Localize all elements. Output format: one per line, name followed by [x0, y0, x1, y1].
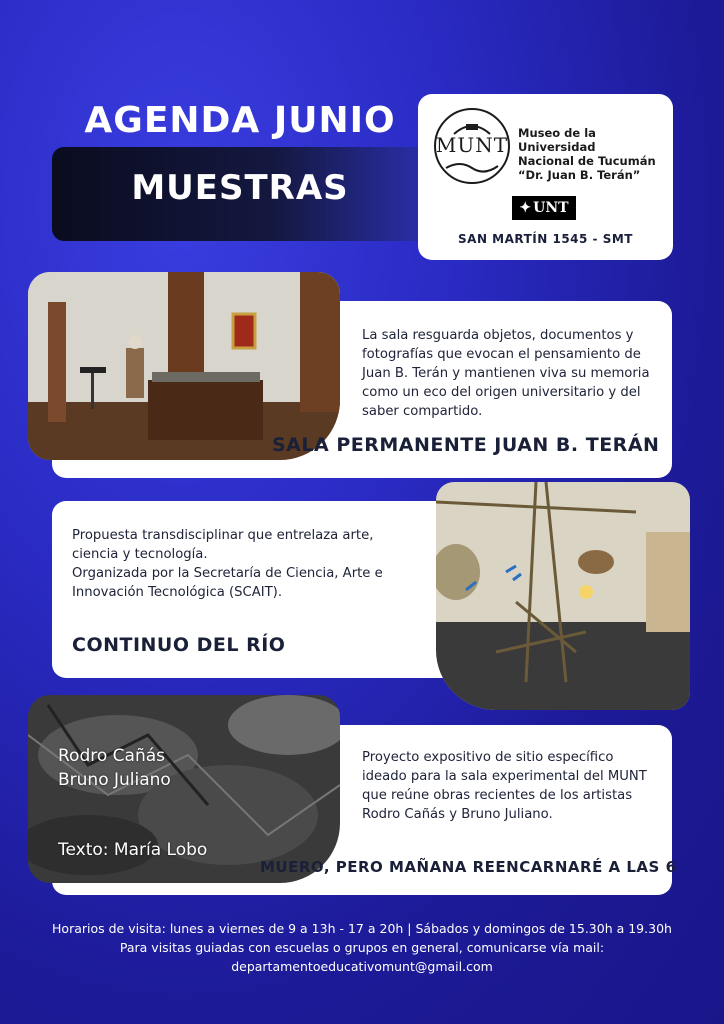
star-icon: ✦ [519, 200, 532, 216]
contact-email[interactable]: departamentoeducativomunt@gmail.com [231, 959, 493, 974]
munt-wave-icon [444, 158, 500, 174]
exhibit-2-heading: CONTINUO DEL RÍO [72, 634, 286, 656]
exhibit-3-overlay-artist1: Rodro Cañás [58, 746, 165, 766]
exhibit-3-description: Proyecto expositivo de sitio específico ideado para la sala experimental del MUNT que reúne obras recientes de los artistas Rodro Cañás y Bruno Juliano. [362, 750, 647, 822]
page-title: AGENDA JUNIO [84, 100, 396, 141]
unt-label: UNT [533, 200, 569, 216]
visit-hours: Horarios de visita: lunes a viernes de 9 a 13h - 17 a 20h | Sábados y domingos de 15.30h a 19.30h [52, 921, 672, 936]
museum-address: SAN MARTÍN 1545 - SMT [458, 232, 633, 246]
exhibit-1-heading: SALA PERMANENTE JUAN B. TERÁN [272, 434, 660, 456]
museum-name-line2: Nacional de Tucumán [518, 154, 656, 168]
exhibit-3-overlay-credit: Texto: María Lobo [58, 840, 208, 860]
exhibit-3-overlay-artist2: Bruno Juliano [58, 770, 171, 790]
museum-name [518, 126, 668, 182]
exhibit-2-description-line2: Organizada por la Secretaría de Ciencia, Arte e Innovación Tecnológica (SCAIT). [72, 566, 383, 600]
museum-name-line1: Museo de la Universidad [518, 126, 596, 154]
guided-visits-note: Para visitas guiadas con escuelas o grupos en general, comunicarse vía mail: [119, 940, 605, 955]
exhibit-2-description-line1: Propuesta transdisciplinar que entrelaza arte, ciencia y tecnología. [72, 528, 374, 562]
munt-wordmark: MUNT [435, 133, 509, 157]
exhibit-3-heading: MUERO, PERO MAÑANA REENCARNARÉ A LAS 6 [260, 858, 677, 876]
exhibit-1-description: La sala resguarda objetos, documentos y fotografías que evocan el pensamiento de Juan B. Terán y mantienen viva su memoria como un eco del origen universitario y del saber compartido. [362, 328, 650, 419]
page-subtitle: MUESTRAS [131, 168, 349, 208]
museum-room-photo [28, 272, 340, 460]
unt-logo [512, 196, 576, 220]
museum-name-line3: “Dr. Juan B. Terán” [518, 168, 641, 182]
exhibit-2-description [72, 526, 412, 602]
installation-photo [436, 482, 690, 710]
